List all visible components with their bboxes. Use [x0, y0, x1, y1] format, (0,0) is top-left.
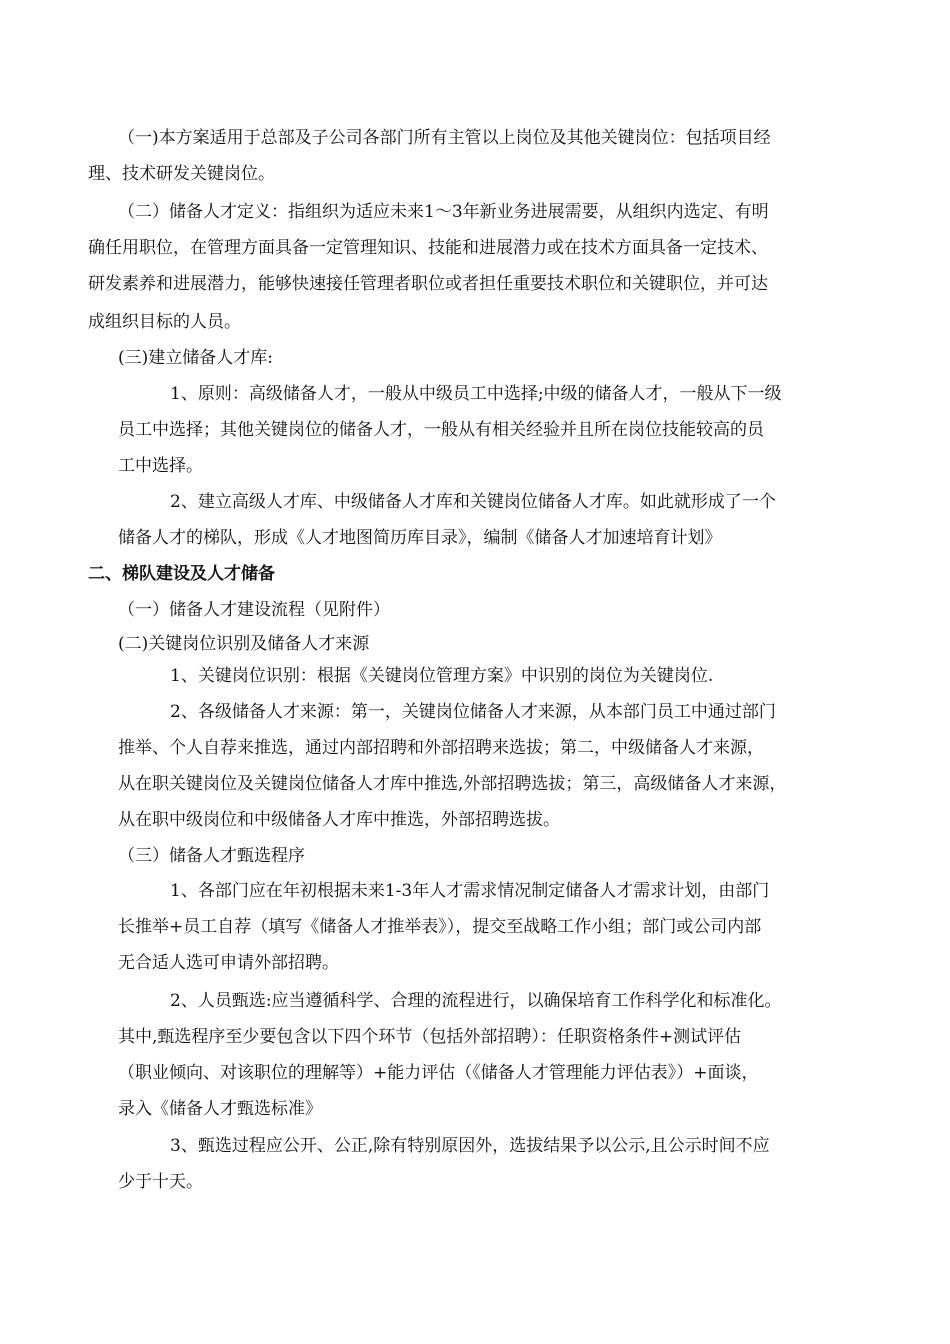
- paragraph-line: 1、关键岗位识别：根据《关键岗位管理方案》中识别的岗位为关键岗位.: [170, 666, 714, 686]
- paragraph-line: 2、各级储备人才来源：第一，关键岗位储备人才来源，从本部门员工中通过部门: [170, 702, 776, 722]
- paragraph-line: 工中选择。: [118, 456, 203, 476]
- paragraph-line: 确任用职位，在管理方面具备一定管理知识、技能和进展潜力或在技术方面具备一定技术、: [88, 238, 768, 258]
- paragraph-line: 3、甄选过程应公开、公正,除有特别原因外，选拔结果予以公示,且公示时间不应: [170, 1136, 770, 1156]
- paragraph-line: 员工中选择；其他关键岗位的储备人才，一般从有相关经验并且所在岗位技能较高的员: [118, 420, 764, 440]
- paragraph-line: （一）储备人才建设流程（见附件）: [118, 600, 390, 620]
- paragraph-line: 从在职关键岗位及关键岗位储备人才库中推选,外部招聘选拔；第三，高级储备人才来源，: [118, 774, 787, 794]
- paragraph-line: 录入《储备人才甄选标准》: [118, 1099, 322, 1119]
- paragraph-line: 推举、个人自荐来推选，通过内部招聘和外部招聘来选拔；第二，中级储备人才来源，: [118, 738, 764, 758]
- section-heading: 二、梯队建设及人才储备: [88, 564, 275, 584]
- paragraph-line: 理、技术研发关键岗位。: [88, 164, 275, 184]
- paragraph-line: (三)建立储备人才库:: [118, 348, 273, 368]
- paragraph-line: 1、各部门应在年初根据未来1-3年人才需求情况制定储备人才需求计划，由部门: [170, 881, 770, 901]
- paragraph-line: 其中,甄选程序至少要包含以下四个环节（包括外部招聘）：任职资格条件+测试评估: [118, 1027, 742, 1047]
- paragraph-line: 储备人才的梯队，形成《人才地图简历库目录》，编制《储备人才加速培育计划》: [118, 528, 722, 548]
- paragraph-line: 从在职中级岗位和中级储备人才库中推选，外部招聘选拔。: [118, 810, 560, 830]
- paragraph-line: 少于十天。: [118, 1172, 203, 1192]
- paragraph-line: (二)关键岗位识别及储备人才来源: [118, 634, 370, 654]
- paragraph-line: 2、建立高级人才库、中级储备人才库和关键岗位储备人才库。如此就形成了一个: [170, 492, 776, 512]
- paragraph-line: 无合适人选可申请外部招聘。: [118, 953, 339, 973]
- paragraph-line: 成组织目标的人员。: [88, 312, 241, 332]
- paragraph-line: （一)本方案适用于总部及子公司各部门所有主管以上岗位及其他关键岗位：包括项目经: [118, 128, 771, 148]
- paragraph-line: （三）储备人才甄选程序: [118, 846, 305, 866]
- paragraph-line: （二）储备人才定义：指组织为适应未来1～3年新业务进展需要，从组织内选定、有明: [118, 202, 769, 222]
- paragraph-line: 2、人员甄选:应当遵循科学、合理的流程进行，以确保培育工作科学化和标准化。: [170, 991, 782, 1011]
- paragraph-line: 研发素养和进展潜力，能够快速接任管理者职位或者担任重要技术职位和关键职位，并可达: [88, 274, 768, 294]
- paragraph-line: 长推举+员工自荐（填写《储备人才推举表》），提交至战略工作小组；部门或公司内部: [118, 917, 762, 937]
- paragraph-line: 1、原则：高级储备人才，一般从中级员工中选择;中级的储备人才，一般从下一级: [170, 384, 782, 404]
- paragraph-line: （职业倾向、对该职位的理解等）+能力评估（《储备人才管理能力评估表》）+面谈，: [118, 1063, 759, 1083]
